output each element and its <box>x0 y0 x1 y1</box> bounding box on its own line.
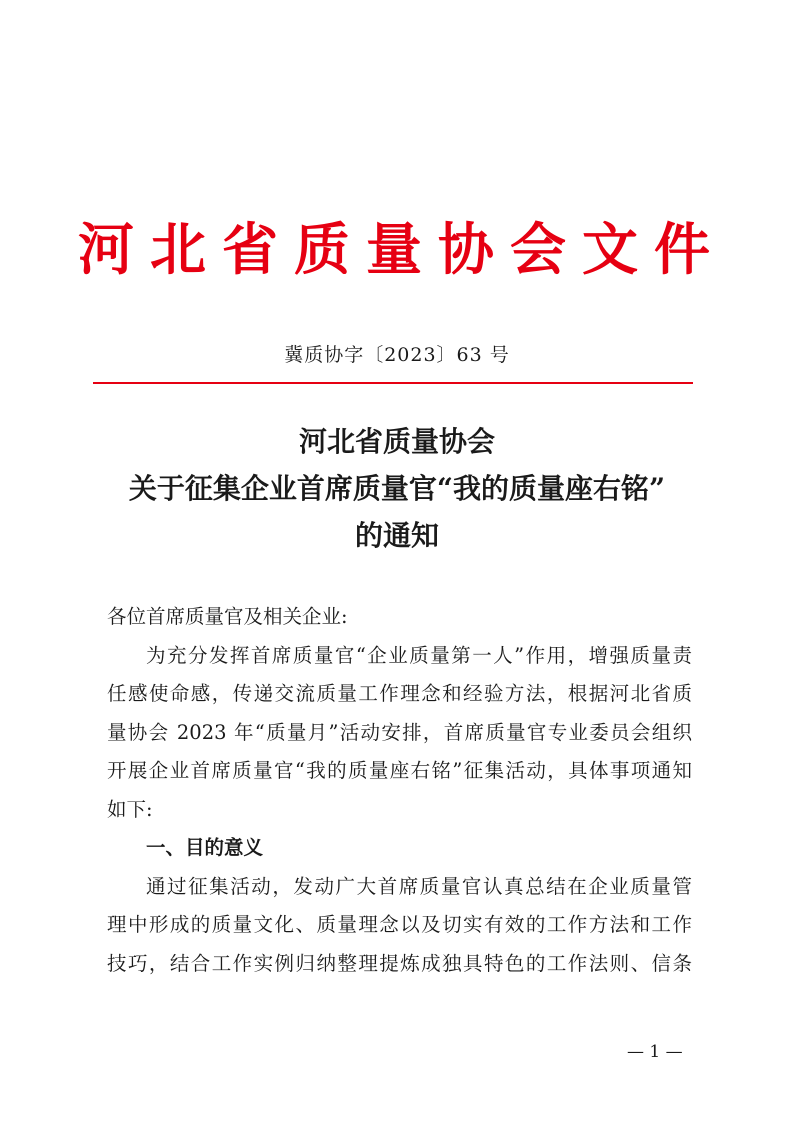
paragraph-1 <box>107 637 692 830</box>
header-divider <box>93 382 693 384</box>
notice-title-line-2: 关于征集企业首席质量官“我的质量座右铭” <box>128 472 666 505</box>
salutation: 各位首席质量官及相关企业: <box>107 605 348 628</box>
paragraph-2 <box>107 868 692 984</box>
paragraph-line: 通过征集活动，发动广大首席质量官认真总结在企业质量管 <box>146 874 692 898</box>
paragraph-line: 理中形成的质量文化、质量理念以及切实有效的工作方法和工作 <box>107 913 692 936</box>
notice-body <box>107 598 692 983</box>
document-header-title: 河北省质量协会文件 <box>78 217 726 283</box>
section-heading: 一、目的意义 <box>146 836 264 859</box>
page-number: — 1 — <box>627 1042 683 1062</box>
paragraph-line: 量协会 2023 年“质量月”活动安排，首席质量官专业委员会组织 <box>107 720 692 744</box>
paragraph-line: 任感使命感，传递交流质量工作理念和经验方法，根据河北省质 <box>107 682 692 705</box>
paragraph-line: 技巧，结合工作实例归纳整理提炼成独具特色的工作法则、信条 <box>107 951 692 975</box>
notice-title <box>0 418 794 559</box>
paragraph-line: 开展企业首席质量官“我的质量座右铭”征集活动，具体事项通知 <box>107 759 692 782</box>
notice-title-line-1: 河北省质量协会 <box>298 425 495 458</box>
document-number: 冀质协字〔2023〕63 号 <box>284 344 510 366</box>
notice-title-line-3: 的通知 <box>354 519 439 552</box>
paragraph-line: 为充分发挥首席质量官“企业质量第一人”作用，增强质量责 <box>146 643 692 667</box>
paragraph-line: 如下: <box>107 797 153 821</box>
